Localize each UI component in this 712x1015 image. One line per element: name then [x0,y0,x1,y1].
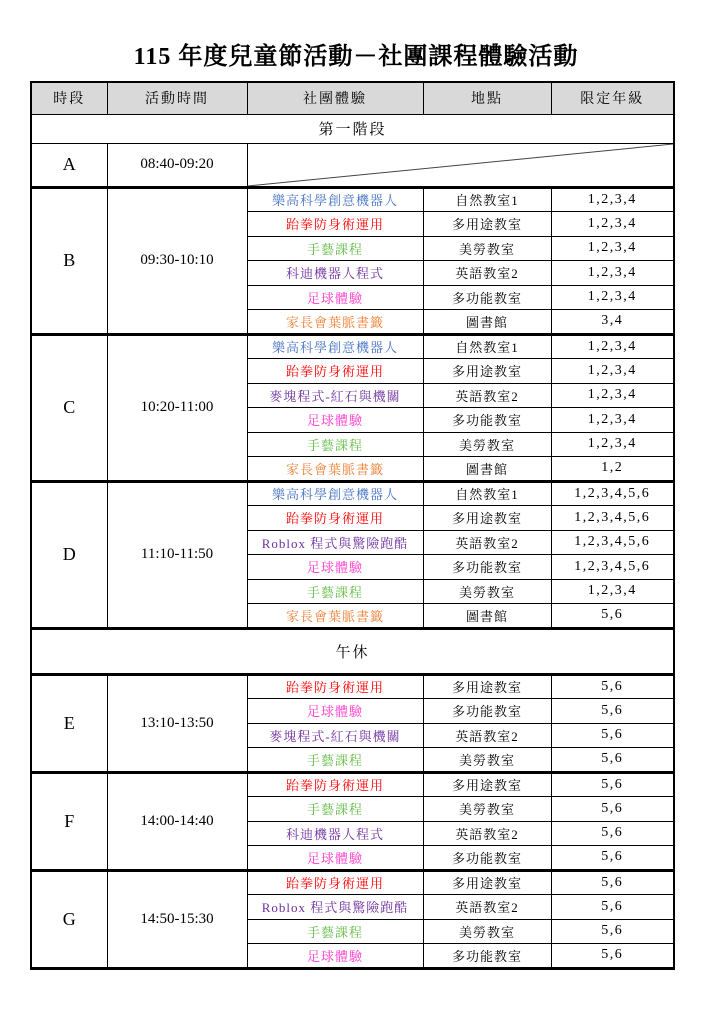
location-cell: 圖書館 [423,310,551,335]
banner-row [31,114,674,143]
schedule-row [31,870,674,895]
club-cell: 足球體驗 [247,846,423,871]
grades-cell: 1,2,3,4 [551,383,674,408]
schedule-table-body [31,114,674,968]
grades-cell: 5,6 [551,674,674,699]
club-cell: 手藝課程 [247,748,423,773]
header-cell-slot: 時段 [31,82,107,114]
location-cell: 英語教室2 [423,383,551,408]
schedule-row [31,481,674,506]
table-header [31,82,674,114]
grades-cell: 1,2,3,4 [551,432,674,457]
schedule-row [31,674,674,699]
slot-cell: D [31,481,107,628]
grades-cell: 5,6 [551,699,674,724]
club-cell: 樂高科學創意機器人 [247,334,423,359]
location-cell: 多功能教室 [423,944,551,969]
schedule-row [31,334,674,359]
location-cell: 美勞教室 [423,432,551,457]
club-cell: 手藝課程 [247,797,423,822]
header-cell-time: 活動時間 [107,82,247,114]
schedule-row [31,143,674,187]
grades-cell: 1,2,3,4 [551,285,674,310]
grades-cell: 1,2,3,4,5,6 [551,481,674,506]
grades-cell: 1,2 [551,457,674,482]
location-cell: 美勞教室 [423,579,551,604]
banner-row [31,628,674,674]
grades-cell: 1,2,3,4,5,6 [551,506,674,531]
club-cell: 足球體驗 [247,555,423,580]
banner-label: 第一階段 [31,114,674,143]
grades-cell: 3,4 [551,310,674,335]
location-cell: 多功能教室 [423,408,551,433]
slot-cell: F [31,772,107,870]
club-cell: 家長會葉脈書籤 [247,310,423,335]
diagonal-line [248,144,674,186]
club-cell: 家長會葉脈書籤 [247,457,423,482]
club-cell: 跆拳防身術運用 [247,772,423,797]
schedule-row [31,772,674,797]
grades-cell: 1,2,3,4 [551,579,674,604]
header-cell-grades: 限定年級 [551,82,674,114]
location-cell: 多用途教室 [423,674,551,699]
header-cell-location: 地點 [423,82,551,114]
header-cell-club: 社團體驗 [247,82,423,114]
slot-cell: E [31,674,107,772]
location-cell: 英語教室2 [423,261,551,286]
location-cell: 英語教室2 [423,821,551,846]
grades-cell: 1,2,3,4 [551,187,674,212]
time-cell: 14:50-15:30 [107,870,247,968]
location-cell: 多用途教室 [423,212,551,237]
grades-cell: 1,2,3,4 [551,359,674,384]
time-cell: 09:30-10:10 [107,187,247,334]
location-cell: 多用途教室 [423,506,551,531]
grades-cell: 1,2,3,4 [551,408,674,433]
location-cell: 自然教室1 [423,187,551,212]
club-cell: 手藝課程 [247,919,423,944]
location-cell: 多功能教室 [423,555,551,580]
banner-label: 午休 [31,628,674,674]
club-cell: 手藝課程 [247,579,423,604]
location-cell: 英語教室2 [423,723,551,748]
club-cell: 跆拳防身術運用 [247,506,423,531]
grades-cell: 5,6 [551,919,674,944]
club-cell: 跆拳防身術運用 [247,870,423,895]
location-cell: 美勞教室 [423,236,551,261]
location-cell: 多用途教室 [423,870,551,895]
time-cell: 08:40-09:20 [107,143,247,187]
time-cell: 11:10-11:50 [107,481,247,628]
location-cell: 多功能教室 [423,699,551,724]
location-cell: 英語教室2 [423,530,551,555]
grades-cell: 5,6 [551,748,674,773]
location-cell: 美勞教室 [423,748,551,773]
club-cell: Roblox 程式與驚險跑酷 [247,530,423,555]
time-cell: 14:00-14:40 [107,772,247,870]
diagonal-empty-cell [247,143,674,187]
location-cell: 多功能教室 [423,846,551,871]
club-cell: 科迪機器人程式 [247,261,423,286]
slot-cell: C [31,334,107,481]
club-cell: 麥塊程式-紅石與機關 [247,723,423,748]
club-cell: 樂高科學創意機器人 [247,481,423,506]
club-cell: 跆拳防身術運用 [247,674,423,699]
location-cell: 多功能教室 [423,285,551,310]
grades-cell: 1,2,3,4 [551,212,674,237]
grades-cell: 5,6 [551,723,674,748]
schedule-row [31,187,674,212]
grades-cell: 1,2,3,4,5,6 [551,530,674,555]
location-cell: 多用途教室 [423,772,551,797]
club-cell: 足球體驗 [247,699,423,724]
location-cell: 圖書館 [423,604,551,629]
time-cell: 13:10-13:50 [107,674,247,772]
location-cell: 美勞教室 [423,919,551,944]
grades-cell: 1,2,3,4,5,6 [551,555,674,580]
location-cell: 自然教室1 [423,334,551,359]
club-cell: 足球體驗 [247,944,423,969]
location-cell: 美勞教室 [423,797,551,822]
grades-cell: 5,6 [551,772,674,797]
grades-cell: 5,6 [551,797,674,822]
grades-cell: 5,6 [551,846,674,871]
club-cell: 足球體驗 [247,285,423,310]
grades-cell: 5,6 [551,895,674,920]
grades-cell: 1,2,3,4 [551,261,674,286]
club-cell: 跆拳防身術運用 [247,212,423,237]
club-cell: 手藝課程 [247,236,423,261]
club-cell: 樂高科學創意機器人 [247,187,423,212]
grades-cell: 5,6 [551,870,674,895]
location-cell: 自然教室1 [423,481,551,506]
club-cell: 跆拳防身術運用 [247,359,423,384]
location-cell: 多用途教室 [423,359,551,384]
club-cell: 麥塊程式-紅石與機關 [247,383,423,408]
location-cell: 圖書館 [423,457,551,482]
page-title: 115 年度兒童節活動－社團課程體驗活動 [133,44,579,70]
grades-cell: 5,6 [551,821,674,846]
club-cell: 手藝課程 [247,432,423,457]
grades-cell: 1,2,3,4 [551,334,674,359]
slot-cell: G [31,870,107,968]
slot-cell: A [31,143,107,187]
club-cell: Roblox 程式與驚險跑酷 [247,895,423,920]
grades-cell: 1,2,3,4 [551,236,674,261]
header-row [31,82,674,114]
time-cell: 10:20-11:00 [107,334,247,481]
club-cell: 科迪機器人程式 [247,821,423,846]
club-cell: 家長會葉脈書籤 [247,604,423,629]
location-cell: 英語教室2 [423,895,551,920]
grades-cell: 5,6 [551,604,674,629]
grades-cell: 5,6 [551,944,674,969]
schedule-table [30,81,675,970]
club-cell: 足球體驗 [247,408,423,433]
slot-cell: B [31,187,107,334]
